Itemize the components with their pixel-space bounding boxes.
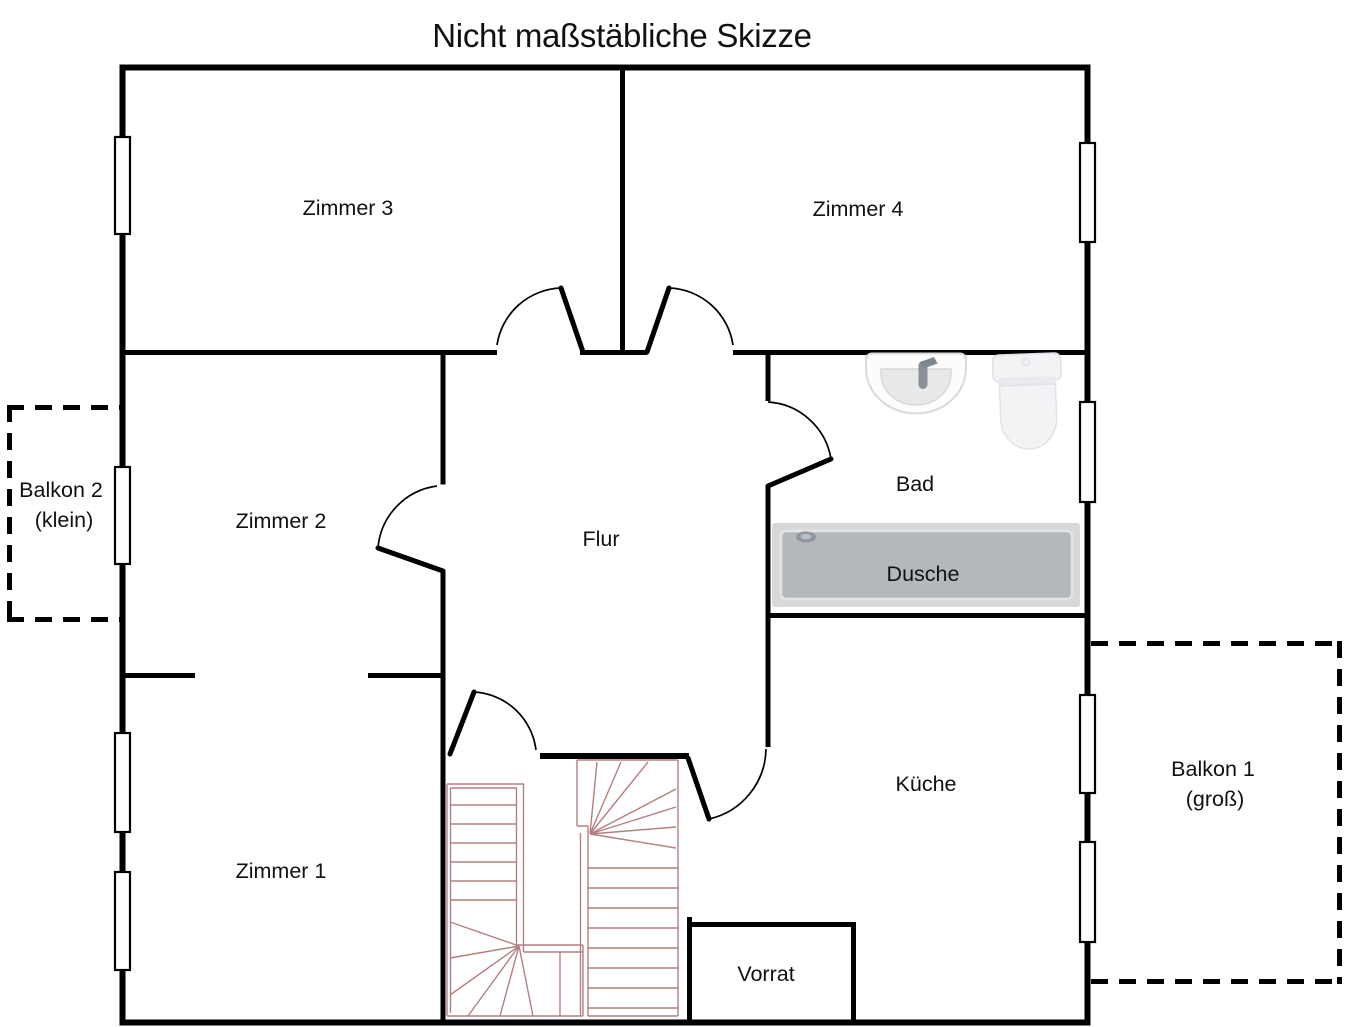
window-kueche-lower (1080, 842, 1095, 942)
balcony-label-balkon2-size: (klein) (34, 508, 94, 532)
labels (19, 17, 1255, 986)
room-label-zimmer4: Zimmer 4 (812, 197, 904, 221)
window-zimmer1-upper (115, 733, 130, 832)
door-swing-arc (709, 749, 766, 819)
balcony-outline-balkon1 (1091, 641, 1342, 984)
stair-right-treads (588, 868, 678, 1008)
door-leaf (688, 758, 709, 819)
room-label-flur: Flur (582, 527, 620, 551)
door-bad (768, 402, 831, 486)
door-swing-arc (474, 692, 536, 750)
window-kueche-upper (1080, 695, 1095, 793)
stair-right-winders (590, 762, 676, 848)
balcony-label-balkon2-name: Balkon 2 (19, 478, 103, 502)
stair-left-treads (451, 805, 517, 900)
room-label-zimmer3: Zimmer 3 (302, 196, 394, 220)
toilet-bowl (999, 384, 1057, 450)
room-label-bad: Bad (895, 472, 935, 496)
window-zimmer1-lower (115, 872, 130, 970)
room-label-zimmer2: Zimmer 2 (235, 509, 327, 533)
toilet-icon (992, 353, 1063, 450)
shower-drain-highlight (801, 534, 812, 540)
door-kueche (688, 749, 766, 819)
door-swing-arc (669, 288, 733, 345)
door-swing-arc (497, 288, 561, 345)
stair-right-railing (581, 826, 589, 1016)
window-bad (1080, 402, 1095, 502)
door-swing-arc (768, 402, 831, 459)
door-leaf (378, 548, 443, 571)
window-zimmer4 (1080, 143, 1095, 242)
balcony-label-balkon1-name: Balkon 1 (1171, 757, 1255, 781)
door-zimmer2 (378, 486, 443, 571)
window-zimmer2 (115, 467, 130, 564)
door-swing-arc (378, 486, 437, 548)
room-label-kueche: Küche (895, 772, 957, 796)
page-title: Nicht maßstäbliche Skizze (432, 17, 812, 54)
door-zimmer3 (497, 288, 583, 352)
door-leaf (768, 459, 831, 486)
door-leaf (647, 288, 669, 352)
shower-label: Dusche (886, 562, 960, 586)
staircase (447, 760, 678, 1016)
stair-left-winders (450, 922, 560, 1016)
room-label-zimmer1: Zimmer 1 (235, 859, 327, 883)
window-zimmer3 (115, 137, 130, 234)
door-leaf (450, 692, 474, 754)
toilet-flush-button (1022, 358, 1030, 366)
balcony-label-balkon1-size: (groß) (1185, 787, 1245, 811)
door-flur-stairs (450, 692, 536, 754)
room-label-vorrat: Vorrat (737, 962, 795, 986)
sink-icon (866, 354, 966, 414)
door-zimmer4 (647, 288, 733, 352)
door-leaf (561, 288, 583, 352)
